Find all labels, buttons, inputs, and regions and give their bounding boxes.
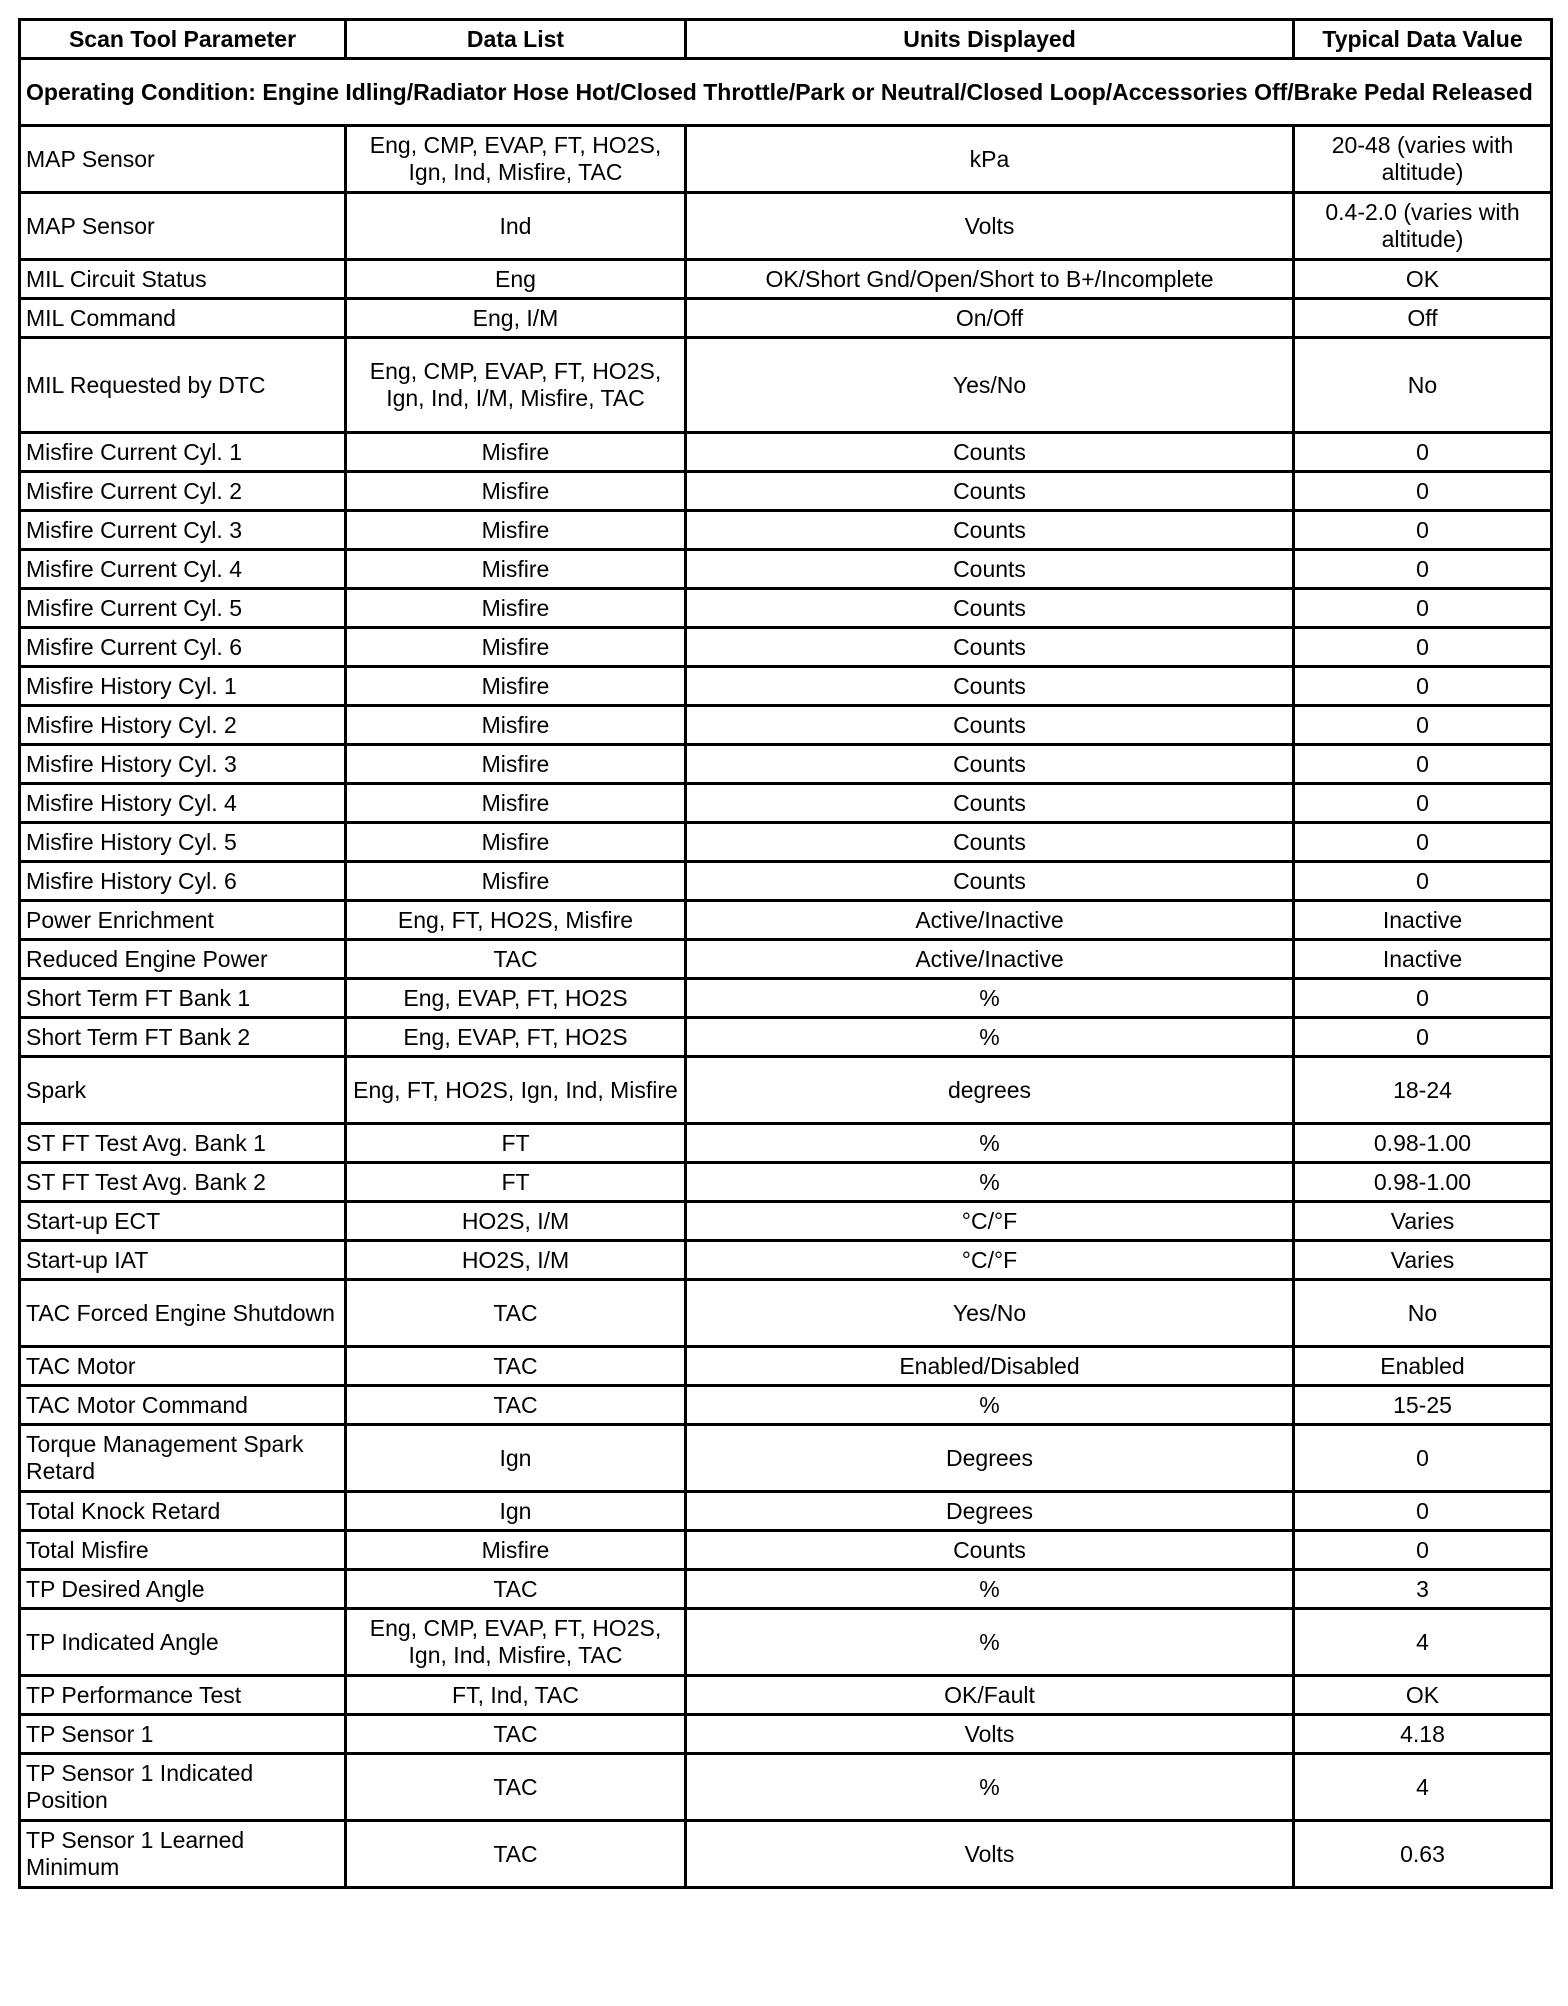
table-row bbox=[20, 1057, 1552, 1124]
typical-value-cell: Varies bbox=[1294, 1202, 1552, 1241]
units-cell: Counts bbox=[686, 511, 1294, 550]
parameter-cell: MIL Command bbox=[20, 299, 346, 338]
typical-value-cell: 0 bbox=[1294, 628, 1552, 667]
parameter-cell: Misfire History Cyl. 1 bbox=[20, 667, 346, 706]
data-list-cell: Ign bbox=[346, 1425, 686, 1492]
units-cell: Volts bbox=[686, 1715, 1294, 1754]
parameter-cell: Short Term FT Bank 2 bbox=[20, 1018, 346, 1057]
units-cell: Counts bbox=[686, 706, 1294, 745]
units-cell: Counts bbox=[686, 433, 1294, 472]
units-cell: kPa bbox=[686, 126, 1294, 193]
table-row bbox=[20, 1280, 1552, 1347]
parameter-cell: Reduced Engine Power bbox=[20, 940, 346, 979]
parameter-cell: Torque Management Spark Retard bbox=[20, 1425, 346, 1492]
typical-value-cell: 4 bbox=[1294, 1609, 1552, 1676]
typical-value-cell: 0.98-1.00 bbox=[1294, 1124, 1552, 1163]
data-list-cell: FT bbox=[346, 1163, 686, 1202]
data-list-cell: FT bbox=[346, 1124, 686, 1163]
data-list-cell: Eng, I/M bbox=[346, 299, 686, 338]
units-cell: Counts bbox=[686, 667, 1294, 706]
parameter-cell: TP Sensor 1 Indicated Position bbox=[20, 1754, 346, 1821]
typical-value-cell: 0 bbox=[1294, 589, 1552, 628]
parameter-cell: ST FT Test Avg. Bank 1 bbox=[20, 1124, 346, 1163]
units-cell: % bbox=[686, 1609, 1294, 1676]
parameter-cell: Start-up IAT bbox=[20, 1241, 346, 1280]
data-list-cell: Misfire bbox=[346, 823, 686, 862]
data-list-cell: TAC bbox=[346, 1715, 686, 1754]
parameter-cell: TAC Motor Command bbox=[20, 1386, 346, 1425]
table-row bbox=[20, 589, 1552, 628]
units-cell: OK/Short Gnd/Open/Short to B+/Incomplete bbox=[686, 260, 1294, 299]
units-cell: % bbox=[686, 979, 1294, 1018]
units-cell: % bbox=[686, 1570, 1294, 1609]
typical-value-cell: 0 bbox=[1294, 550, 1552, 589]
parameter-cell: TAC Forced Engine Shutdown bbox=[20, 1280, 346, 1347]
parameter-cell: Misfire History Cyl. 6 bbox=[20, 862, 346, 901]
parameter-cell: Spark bbox=[20, 1057, 346, 1124]
units-cell: Counts bbox=[686, 550, 1294, 589]
data-list-cell: Eng, EVAP, FT, HO2S bbox=[346, 979, 686, 1018]
units-cell: Degrees bbox=[686, 1492, 1294, 1531]
data-list-cell: Ign bbox=[346, 1492, 686, 1531]
table-row bbox=[20, 1425, 1552, 1492]
typical-value-cell: 0 bbox=[1294, 433, 1552, 472]
typical-value-cell: Enabled bbox=[1294, 1347, 1552, 1386]
units-cell: °C/°F bbox=[686, 1241, 1294, 1280]
typical-value-cell: 0 bbox=[1294, 706, 1552, 745]
header-data-list: Data List bbox=[346, 20, 686, 59]
table-row bbox=[20, 784, 1552, 823]
parameter-cell: MAP Sensor bbox=[20, 193, 346, 260]
table-row bbox=[20, 1163, 1552, 1202]
units-cell: Counts bbox=[686, 1531, 1294, 1570]
data-list-cell: Eng, FT, HO2S, Misfire bbox=[346, 901, 686, 940]
typical-value-cell: 0 bbox=[1294, 823, 1552, 862]
table-row bbox=[20, 1570, 1552, 1609]
data-list-cell: TAC bbox=[346, 1347, 686, 1386]
typical-value-cell: 0 bbox=[1294, 784, 1552, 823]
data-list-cell: Eng, EVAP, FT, HO2S bbox=[346, 1018, 686, 1057]
table-row bbox=[20, 940, 1552, 979]
units-cell: Counts bbox=[686, 472, 1294, 511]
header-scan-tool-parameter: Scan Tool Parameter bbox=[20, 20, 346, 59]
table-row bbox=[20, 628, 1552, 667]
typical-value-cell: 0 bbox=[1294, 1018, 1552, 1057]
parameter-cell: Power Enrichment bbox=[20, 901, 346, 940]
table-row bbox=[20, 260, 1552, 299]
parameter-cell: TP Sensor 1 bbox=[20, 1715, 346, 1754]
units-cell: % bbox=[686, 1124, 1294, 1163]
data-list-cell: Misfire bbox=[346, 589, 686, 628]
data-list-cell: Misfire bbox=[346, 862, 686, 901]
table-row bbox=[20, 1754, 1552, 1821]
data-list-cell: Misfire bbox=[346, 706, 686, 745]
units-cell: % bbox=[686, 1163, 1294, 1202]
parameter-cell: Misfire History Cyl. 2 bbox=[20, 706, 346, 745]
table-row bbox=[20, 1531, 1552, 1570]
typical-value-cell: 0 bbox=[1294, 511, 1552, 550]
units-cell: Counts bbox=[686, 862, 1294, 901]
data-list-cell: TAC bbox=[346, 940, 686, 979]
data-list-cell: Misfire bbox=[346, 433, 686, 472]
data-list-cell: Misfire bbox=[346, 511, 686, 550]
parameter-cell: MIL Requested by DTC bbox=[20, 338, 346, 433]
data-list-cell: FT, Ind, TAC bbox=[346, 1676, 686, 1715]
table-row bbox=[20, 1241, 1552, 1280]
table-row bbox=[20, 299, 1552, 338]
parameter-cell: Short Term FT Bank 1 bbox=[20, 979, 346, 1018]
typical-value-cell: 4.18 bbox=[1294, 1715, 1552, 1754]
data-list-cell: Misfire bbox=[346, 784, 686, 823]
scan-tool-data-table bbox=[18, 18, 1553, 1889]
typical-value-cell: 0.98-1.00 bbox=[1294, 1163, 1552, 1202]
parameter-cell: Misfire Current Cyl. 3 bbox=[20, 511, 346, 550]
units-cell: Active/Inactive bbox=[686, 940, 1294, 979]
units-cell: OK/Fault bbox=[686, 1676, 1294, 1715]
parameter-cell: Misfire Current Cyl. 5 bbox=[20, 589, 346, 628]
table-row bbox=[20, 1821, 1552, 1888]
data-list-cell: Misfire bbox=[346, 550, 686, 589]
typical-value-cell: 20-48 (varies with altitude) bbox=[1294, 126, 1552, 193]
units-cell: Counts bbox=[686, 823, 1294, 862]
parameter-cell: Total Knock Retard bbox=[20, 1492, 346, 1531]
data-list-cell: Eng, CMP, EVAP, FT, HO2S, Ign, Ind, Misfire, TAC bbox=[346, 1609, 686, 1676]
table-row bbox=[20, 338, 1552, 433]
typical-value-cell: 0.4-2.0 (varies with altitude) bbox=[1294, 193, 1552, 260]
table-row bbox=[20, 862, 1552, 901]
table-row bbox=[20, 667, 1552, 706]
typical-value-cell: Inactive bbox=[1294, 901, 1552, 940]
parameter-cell: Misfire History Cyl. 4 bbox=[20, 784, 346, 823]
typical-value-cell: 18-24 bbox=[1294, 1057, 1552, 1124]
typical-value-cell: 0 bbox=[1294, 745, 1552, 784]
units-cell: % bbox=[686, 1018, 1294, 1057]
units-cell: Counts bbox=[686, 784, 1294, 823]
parameter-cell: Misfire History Cyl. 3 bbox=[20, 745, 346, 784]
typical-value-cell: 3 bbox=[1294, 1570, 1552, 1609]
units-cell: Volts bbox=[686, 1821, 1294, 1888]
data-list-cell: Misfire bbox=[346, 1531, 686, 1570]
units-cell: Yes/No bbox=[686, 1280, 1294, 1347]
data-list-cell: TAC bbox=[346, 1754, 686, 1821]
data-list-cell: Eng, CMP, EVAP, FT, HO2S, Ign, Ind, I/M, Misfire, TAC bbox=[346, 338, 686, 433]
units-cell: °C/°F bbox=[686, 1202, 1294, 1241]
data-list-cell: TAC bbox=[346, 1821, 686, 1888]
parameter-cell: MIL Circuit Status bbox=[20, 260, 346, 299]
typical-value-cell: 0 bbox=[1294, 1531, 1552, 1570]
data-list-cell: HO2S, I/M bbox=[346, 1202, 686, 1241]
operating-condition-row bbox=[20, 59, 1552, 126]
table-row bbox=[20, 1202, 1552, 1241]
parameter-cell: TAC Motor bbox=[20, 1347, 346, 1386]
header-row bbox=[20, 20, 1552, 59]
header-units-displayed: Units Displayed bbox=[686, 20, 1294, 59]
table-row bbox=[20, 433, 1552, 472]
units-cell: On/Off bbox=[686, 299, 1294, 338]
table-row bbox=[20, 706, 1552, 745]
typical-value-cell: 0 bbox=[1294, 979, 1552, 1018]
operating-condition: Operating Condition: Engine Idling/Radiator Hose Hot/Closed Throttle/Park or Neutral/Closed Loop/Accessories Off/Brake Pedal Released bbox=[20, 59, 1552, 126]
units-cell: degrees bbox=[686, 1057, 1294, 1124]
data-list-cell: TAC bbox=[346, 1386, 686, 1425]
table-row bbox=[20, 126, 1552, 193]
units-cell: Degrees bbox=[686, 1425, 1294, 1492]
table-row bbox=[20, 1492, 1552, 1531]
typical-value-cell: 0 bbox=[1294, 1425, 1552, 1492]
typical-value-cell: No bbox=[1294, 1280, 1552, 1347]
table-row bbox=[20, 1609, 1552, 1676]
typical-value-cell: No bbox=[1294, 338, 1552, 433]
data-list-cell: TAC bbox=[346, 1570, 686, 1609]
units-cell: Counts bbox=[686, 628, 1294, 667]
parameter-cell: Misfire History Cyl. 5 bbox=[20, 823, 346, 862]
units-cell: Volts bbox=[686, 193, 1294, 260]
data-list-cell: Misfire bbox=[346, 667, 686, 706]
parameter-cell: Misfire Current Cyl. 1 bbox=[20, 433, 346, 472]
typical-value-cell: Inactive bbox=[1294, 940, 1552, 979]
table-row bbox=[20, 550, 1552, 589]
table-row bbox=[20, 193, 1552, 260]
table-row bbox=[20, 472, 1552, 511]
data-list-cell: TAC bbox=[346, 1280, 686, 1347]
table-row bbox=[20, 1018, 1552, 1057]
header-typical-data-value: Typical Data Value bbox=[1294, 20, 1552, 59]
parameter-cell: Misfire Current Cyl. 4 bbox=[20, 550, 346, 589]
parameter-cell: Misfire Current Cyl. 6 bbox=[20, 628, 346, 667]
parameter-cell: TP Performance Test bbox=[20, 1676, 346, 1715]
typical-value-cell: 0 bbox=[1294, 1492, 1552, 1531]
table-row bbox=[20, 1676, 1552, 1715]
data-list-cell: Eng, FT, HO2S, Ign, Ind, Misfire bbox=[346, 1057, 686, 1124]
data-list-cell: Misfire bbox=[346, 745, 686, 784]
units-cell: Enabled/Disabled bbox=[686, 1347, 1294, 1386]
table-row bbox=[20, 1715, 1552, 1754]
data-list-cell: Eng bbox=[346, 260, 686, 299]
typical-value-cell: 0.63 bbox=[1294, 1821, 1552, 1888]
units-cell: % bbox=[686, 1754, 1294, 1821]
table-row bbox=[20, 745, 1552, 784]
typical-value-cell: 15-25 bbox=[1294, 1386, 1552, 1425]
typical-value-cell: 0 bbox=[1294, 472, 1552, 511]
units-cell: % bbox=[686, 1386, 1294, 1425]
parameter-cell: Total Misfire bbox=[20, 1531, 346, 1570]
data-list-cell: HO2S, I/M bbox=[346, 1241, 686, 1280]
units-cell: Active/Inactive bbox=[686, 901, 1294, 940]
units-cell: Yes/No bbox=[686, 338, 1294, 433]
typical-value-cell: 0 bbox=[1294, 862, 1552, 901]
parameter-cell: ST FT Test Avg. Bank 2 bbox=[20, 1163, 346, 1202]
parameter-cell: TP Indicated Angle bbox=[20, 1609, 346, 1676]
table-row bbox=[20, 979, 1552, 1018]
parameter-cell: MAP Sensor bbox=[20, 126, 346, 193]
units-cell: Counts bbox=[686, 745, 1294, 784]
typical-value-cell: OK bbox=[1294, 260, 1552, 299]
typical-value-cell: Varies bbox=[1294, 1241, 1552, 1280]
table-row bbox=[20, 1386, 1552, 1425]
typical-value-cell: Off bbox=[1294, 299, 1552, 338]
parameter-cell: TP Sensor 1 Learned Minimum bbox=[20, 1821, 346, 1888]
units-cell: Counts bbox=[686, 589, 1294, 628]
parameter-cell: Start-up ECT bbox=[20, 1202, 346, 1241]
table-row bbox=[20, 823, 1552, 862]
typical-value-cell: 4 bbox=[1294, 1754, 1552, 1821]
typical-value-cell: OK bbox=[1294, 1676, 1552, 1715]
typical-value-cell: 0 bbox=[1294, 667, 1552, 706]
data-list-cell: Misfire bbox=[346, 628, 686, 667]
table-row bbox=[20, 511, 1552, 550]
table-row bbox=[20, 1124, 1552, 1163]
data-list-cell: Ind bbox=[346, 193, 686, 260]
parameter-cell: TP Desired Angle bbox=[20, 1570, 346, 1609]
parameter-cell: Misfire Current Cyl. 2 bbox=[20, 472, 346, 511]
data-list-cell: Eng, CMP, EVAP, FT, HO2S, Ign, Ind, Misfire, TAC bbox=[346, 126, 686, 193]
data-list-cell: Misfire bbox=[346, 472, 686, 511]
table-row bbox=[20, 901, 1552, 940]
table-row bbox=[20, 1347, 1552, 1386]
